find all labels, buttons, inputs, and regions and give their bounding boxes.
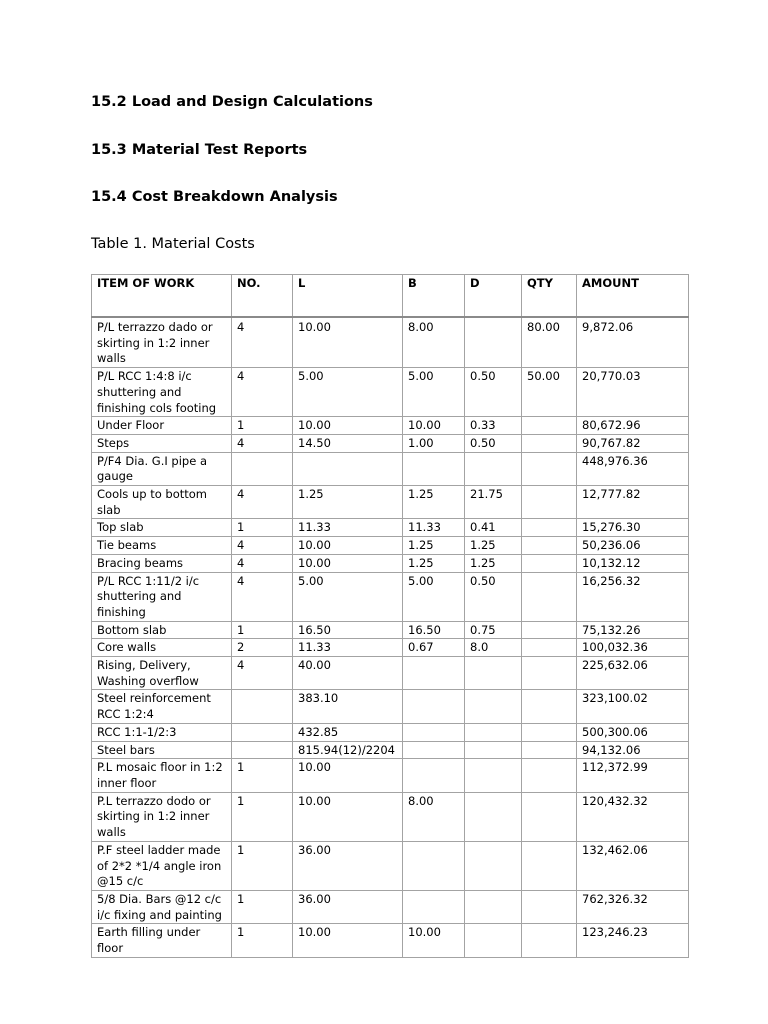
cell-amount: 323,100.02 — [577, 690, 689, 723]
cell-no: 1 — [232, 621, 293, 639]
heading-cost-breakdown: 15.4 Cost Breakdown Analysis — [91, 189, 338, 205]
cell-d: 0.50 — [465, 434, 522, 452]
cell-item: P/L terrazzo dado or skirting in 1:2 inner walls — [92, 317, 232, 368]
cell-l: 432.85 — [293, 723, 403, 741]
cell-amount: 80,672.96 — [577, 417, 689, 435]
cell-amount: 225,632.06 — [577, 657, 689, 690]
cell-amount: 100,032.36 — [577, 639, 689, 657]
cell-d — [465, 452, 522, 485]
cell-l: 10.00 — [293, 759, 403, 792]
cell-l: 10.00 — [293, 792, 403, 841]
cell-no: 4 — [232, 434, 293, 452]
cell-item: P/L RCC 1:4:8 i/c shuttering and finishing cols footing — [92, 368, 232, 417]
cell-qty — [522, 690, 577, 723]
column-header: QTY — [522, 275, 577, 318]
cell-no: 4 — [232, 537, 293, 555]
cell-b: 0.67 — [403, 639, 465, 657]
cell-qty: 50.00 — [522, 368, 577, 417]
cell-d — [465, 657, 522, 690]
cell-no: 4 — [232, 317, 293, 368]
table-row — [92, 434, 689, 452]
cell-b: 1.25 — [403, 537, 465, 555]
cell-no — [232, 741, 293, 759]
cell-no: 4 — [232, 368, 293, 417]
table-row — [92, 317, 689, 368]
table-row — [92, 759, 689, 792]
cell-l: 815.94(12)/2204 — [293, 741, 403, 759]
table-row — [92, 519, 689, 537]
cell-item: P.L terrazzo dodo or skirting in 1:2 inner walls — [92, 792, 232, 841]
column-header: AMOUNT — [577, 275, 689, 318]
cell-item: Steel reinforcement RCC 1:2:4 — [92, 690, 232, 723]
cell-no: 2 — [232, 639, 293, 657]
cell-amount: 112,372.99 — [577, 759, 689, 792]
cell-b — [403, 452, 465, 485]
table-row — [92, 690, 689, 723]
cell-d: 0.50 — [465, 572, 522, 621]
cell-item: Earth filling under floor — [92, 924, 232, 957]
cell-d — [465, 841, 522, 890]
cell-amount: 15,276.30 — [577, 519, 689, 537]
cell-b — [403, 890, 465, 923]
cell-d — [465, 741, 522, 759]
column-header: NO. — [232, 275, 293, 318]
cell-d — [465, 317, 522, 368]
table-row — [92, 924, 689, 957]
cell-b: 16.50 — [403, 621, 465, 639]
cell-no — [232, 452, 293, 485]
table-row — [92, 417, 689, 435]
cell-l: 10.00 — [293, 317, 403, 368]
cell-d — [465, 890, 522, 923]
table-row — [92, 537, 689, 555]
column-header: D — [465, 275, 522, 318]
cell-item: RCC 1:1-1/2:3 — [92, 723, 232, 741]
cell-d — [465, 723, 522, 741]
cell-amount: 94,132.06 — [577, 741, 689, 759]
table-row — [92, 792, 689, 841]
cell-amount: 500,300.06 — [577, 723, 689, 741]
table-row — [92, 368, 689, 417]
cell-l: 36.00 — [293, 890, 403, 923]
cell-b: 5.00 — [403, 572, 465, 621]
cell-qty — [522, 537, 577, 555]
cell-l: 36.00 — [293, 841, 403, 890]
cell-item: Tie beams — [92, 537, 232, 555]
cell-no: 4 — [232, 572, 293, 621]
cell-l — [293, 452, 403, 485]
cell-qty — [522, 657, 577, 690]
cell-amount: 9,872.06 — [577, 317, 689, 368]
cell-no — [232, 723, 293, 741]
cell-b: 1.25 — [403, 486, 465, 519]
cell-d: 1.25 — [465, 554, 522, 572]
cell-l: 5.00 — [293, 572, 403, 621]
cell-l: 40.00 — [293, 657, 403, 690]
cell-d: 0.50 — [465, 368, 522, 417]
cell-item: P/L RCC 1:11/2 i/c shuttering and finishing — [92, 572, 232, 621]
cell-no: 1 — [232, 924, 293, 957]
table-row — [92, 572, 689, 621]
heading-material-tests: 15.3 Material Test Reports — [91, 142, 308, 158]
cell-qty — [522, 417, 577, 435]
cell-no: 1 — [232, 759, 293, 792]
cell-d — [465, 792, 522, 841]
cell-item: Bottom slab — [92, 621, 232, 639]
cell-qty — [522, 452, 577, 485]
cell-item: P.F steel ladder made of 2*2 *1/4 angle iron @15 c/c — [92, 841, 232, 890]
cell-item: P.L mosaic floor in 1:2 inner floor — [92, 759, 232, 792]
cell-amount: 762,326.32 — [577, 890, 689, 923]
cell-no — [232, 690, 293, 723]
cell-qty — [522, 723, 577, 741]
table-row — [92, 452, 689, 485]
cell-qty: 80.00 — [522, 317, 577, 368]
table-row — [92, 841, 689, 890]
cell-l: 383.10 — [293, 690, 403, 723]
table-row — [92, 639, 689, 657]
cell-b: 10.00 — [403, 417, 465, 435]
cell-b — [403, 657, 465, 690]
cell-d: 0.75 — [465, 621, 522, 639]
cell-amount: 50,236.06 — [577, 537, 689, 555]
cell-l: 10.00 — [293, 417, 403, 435]
cell-amount: 12,777.82 — [577, 486, 689, 519]
cell-no: 4 — [232, 657, 293, 690]
cell-l: 10.00 — [293, 554, 403, 572]
cell-item: Top slab — [92, 519, 232, 537]
table-row — [92, 723, 689, 741]
table-row — [92, 741, 689, 759]
cell-d: 0.41 — [465, 519, 522, 537]
cell-item: Bracing beams — [92, 554, 232, 572]
table-row — [92, 657, 689, 690]
cell-no: 1 — [232, 519, 293, 537]
cell-l: 10.00 — [293, 537, 403, 555]
cell-b — [403, 741, 465, 759]
cell-b: 5.00 — [403, 368, 465, 417]
cell-amount: 132,462.06 — [577, 841, 689, 890]
cell-l: 1.25 — [293, 486, 403, 519]
cell-l: 16.50 — [293, 621, 403, 639]
table-row — [92, 486, 689, 519]
cell-qty — [522, 486, 577, 519]
cell-amount: 90,767.82 — [577, 434, 689, 452]
cell-qty — [522, 792, 577, 841]
material-costs-table — [91, 274, 689, 958]
cell-b: 1.00 — [403, 434, 465, 452]
table-row — [92, 890, 689, 923]
cell-b — [403, 759, 465, 792]
cell-d: 1.25 — [465, 537, 522, 555]
cell-item: Core walls — [92, 639, 232, 657]
cell-item: Rising, Delivery, Washing overflow — [92, 657, 232, 690]
cell-d: 21.75 — [465, 486, 522, 519]
cell-l: 11.33 — [293, 519, 403, 537]
cell-l: 14.50 — [293, 434, 403, 452]
cell-no: 1 — [232, 417, 293, 435]
cell-item: Steps — [92, 434, 232, 452]
cell-no: 1 — [232, 792, 293, 841]
cell-amount: 120,432.32 — [577, 792, 689, 841]
cell-b — [403, 841, 465, 890]
cell-d — [465, 924, 522, 957]
cell-item: Cools up to bottom slab — [92, 486, 232, 519]
cell-amount: 75,132.26 — [577, 621, 689, 639]
cell-b — [403, 690, 465, 723]
cell-qty — [522, 621, 577, 639]
cell-qty — [522, 554, 577, 572]
cell-l: 5.00 — [293, 368, 403, 417]
table-row — [92, 554, 689, 572]
cell-b — [403, 723, 465, 741]
cell-b: 1.25 — [403, 554, 465, 572]
cell-no: 1 — [232, 841, 293, 890]
cell-qty — [522, 759, 577, 792]
cell-l: 11.33 — [293, 639, 403, 657]
cell-qty — [522, 572, 577, 621]
cell-item: Steel bars — [92, 741, 232, 759]
cell-no: 4 — [232, 554, 293, 572]
cell-l: 10.00 — [293, 924, 403, 957]
cell-no: 4 — [232, 486, 293, 519]
cell-d — [465, 690, 522, 723]
table-caption: Table 1. Material Costs — [91, 236, 255, 252]
table-body — [92, 317, 689, 957]
table-header-row — [92, 275, 689, 318]
cell-no: 1 — [232, 890, 293, 923]
column-header: ITEM OF WORK — [92, 275, 232, 318]
column-header: B — [403, 275, 465, 318]
cell-qty — [522, 741, 577, 759]
cell-item: 5/8 Dia. Bars @12 c/c i/c fixing and painting — [92, 890, 232, 923]
cell-qty — [522, 924, 577, 957]
cell-b: 10.00 — [403, 924, 465, 957]
cell-d: 0.33 — [465, 417, 522, 435]
cell-amount: 10,132.12 — [577, 554, 689, 572]
cell-item: P/F4 Dia. G.I pipe a gauge — [92, 452, 232, 485]
cell-b: 11.33 — [403, 519, 465, 537]
cell-b: 8.00 — [403, 317, 465, 368]
cell-d: 8.0 — [465, 639, 522, 657]
cell-item: Under Floor — [92, 417, 232, 435]
cell-d — [465, 759, 522, 792]
cell-amount: 16,256.32 — [577, 572, 689, 621]
cell-amount: 448,976.36 — [577, 452, 689, 485]
column-header: L — [293, 275, 403, 318]
cell-qty — [522, 890, 577, 923]
cell-qty — [522, 434, 577, 452]
cell-qty — [522, 519, 577, 537]
table-row — [92, 621, 689, 639]
cell-qty — [522, 639, 577, 657]
heading-load-design: 15.2 Load and Design Calculations — [91, 94, 373, 110]
cell-amount: 123,246.23 — [577, 924, 689, 957]
cell-qty — [522, 841, 577, 890]
cell-b: 8.00 — [403, 792, 465, 841]
cell-amount: 20,770.03 — [577, 368, 689, 417]
